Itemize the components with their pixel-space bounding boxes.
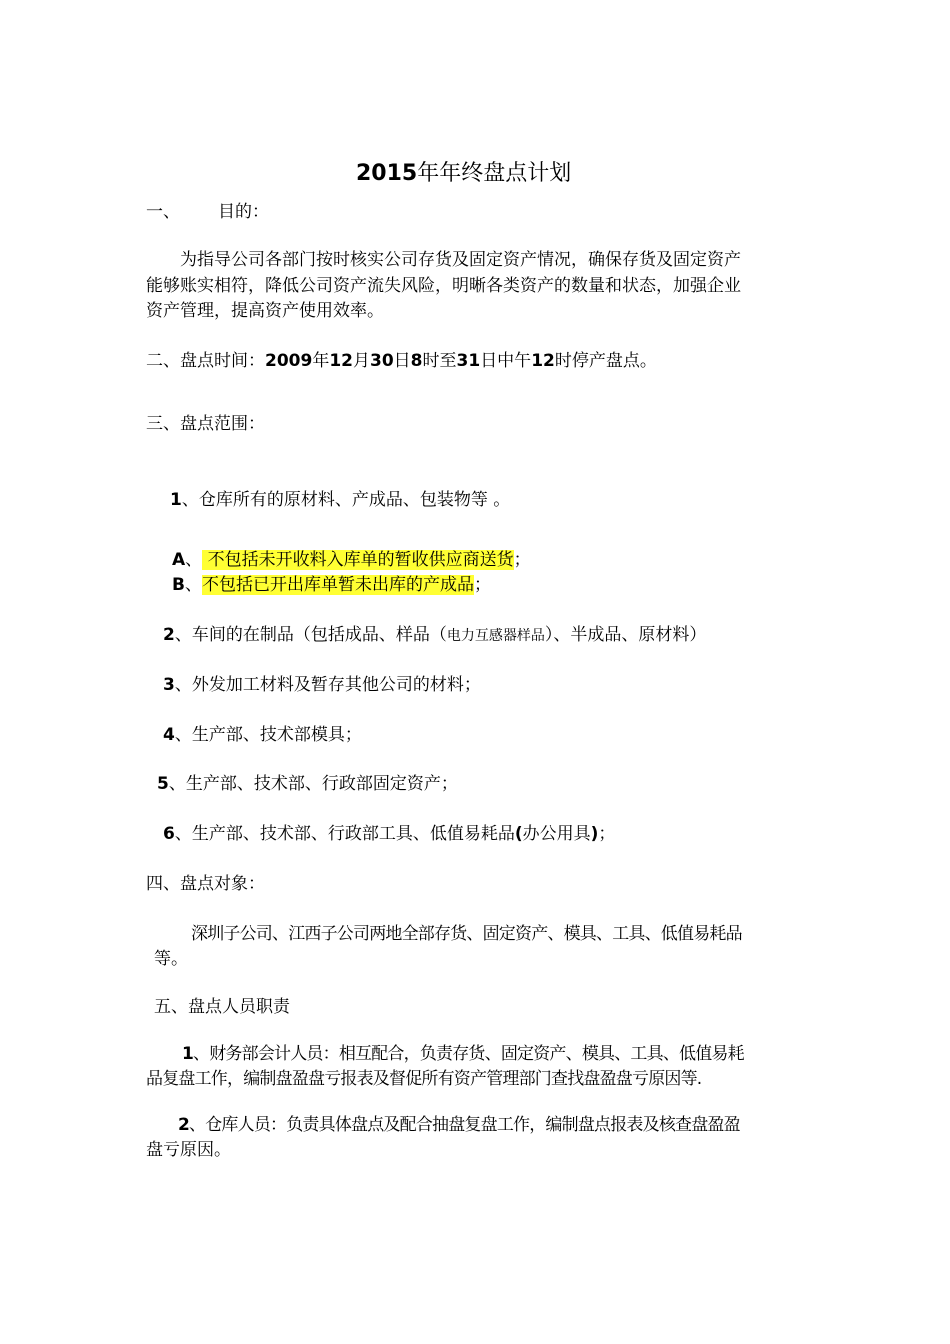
scope-item-b-end: ； — [473, 575, 491, 595]
title-year: 2015 — [356, 161, 418, 186]
section-1-heading — [146, 201, 269, 223]
s2-c: 月 — [353, 351, 370, 371]
scope-item-3-text: 、外发加工材料及暂存其他公司的材料； — [174, 675, 481, 695]
s2-month: 12 — [329, 351, 353, 371]
scope-item-6-num: 6 — [163, 824, 175, 844]
scope-item-2-num: 2 — [163, 625, 175, 645]
duty-1-text: 、财务部会计人员：相互配合，负责存货、固定资产、模具、工具、低值易耗 — [193, 1044, 744, 1064]
scope-item-2-text-a: 、车间的在制品（包括成品、样品（ — [174, 625, 447, 645]
s2-b: 年 — [312, 351, 330, 371]
scope-item-a-text: 不包括未开收料入库单的暂收供应商送货 — [202, 550, 514, 570]
section-5-heading: 五、盘点人员职责 — [154, 997, 290, 1017]
section-1-line-1: 为指导公司各部门按时核实公司存货及固定资产情况，确保存货及固定资产 — [180, 250, 741, 270]
scope-item-5 — [157, 773, 458, 795]
section-1-line-2: 能够账实相符，降低公司资产流失风险，明晰各类资产的数量和状态，加强企业 — [146, 276, 741, 296]
scope-item-3-num: 3 — [163, 675, 175, 695]
scope-item-4 — [163, 724, 362, 746]
s2-day2: 31 — [456, 351, 481, 371]
scope-item-3 — [163, 674, 481, 696]
scope-item-a — [172, 549, 531, 571]
section-4-line-2: 等。 — [154, 949, 188, 969]
scope-item-6-paren-close: ) — [590, 824, 599, 844]
s2-year: 2009 — [265, 351, 313, 371]
s2-hour: 8 — [410, 351, 423, 371]
scope-item-6-text-a: 、生产部、技术部、行政部工具、低值易耗品 — [174, 824, 515, 844]
s2-a: 二、盘点时间： — [146, 351, 265, 371]
duty-1-line-1 — [182, 1043, 744, 1065]
section-1-label: 目的： — [218, 202, 269, 222]
scope-item-5-num: 5 — [157, 774, 169, 794]
s2-g: 日中午 — [480, 351, 532, 371]
scope-item-b — [172, 574, 491, 596]
document-title — [356, 160, 571, 188]
scope-item-a-end: ； — [513, 550, 531, 570]
scope-item-2 — [163, 624, 706, 647]
scope-item-5-text: 、生产部、技术部、行政部固定资产； — [168, 774, 458, 794]
s2-i: 时停产盘点。 — [554, 351, 657, 371]
duty-2-num: 2 — [178, 1115, 190, 1135]
title-text: 年年终盘点计划 — [417, 161, 572, 186]
section-3-heading: 三、盘点范围： — [146, 414, 265, 434]
scope-item-1 — [170, 489, 510, 511]
s2-day: 30 — [370, 351, 394, 371]
scope-item-6 — [163, 823, 615, 845]
scope-item-2-text-b: ）、半成品、原材料） — [544, 625, 707, 645]
scope-item-4-num: 4 — [163, 725, 175, 745]
scope-item-1-text: 、仓库所有的原材料、产成品、包装物等 。 — [181, 490, 511, 510]
scope-item-6-text-b: 办公用具 — [522, 824, 591, 844]
section-4-line-1: 深圳子公司、江西子公司两地全部存货、固定资产、模具、工具、低值易耗品 — [191, 924, 742, 944]
scope-item-a-sep: 、 — [185, 550, 203, 570]
scope-item-2-small: 电力互感器样品 — [446, 628, 545, 644]
duty-1-num: 1 — [182, 1044, 194, 1064]
scope-item-b-mark: B — [172, 575, 185, 595]
scope-item-4-text: 、生产部、技术部模具； — [174, 725, 362, 745]
s2-e: 日 — [393, 351, 411, 371]
section-2-time — [146, 350, 657, 372]
scope-item-b-sep: 、 — [184, 575, 202, 595]
section-4-heading: 四、盘点对象： — [146, 874, 265, 894]
s2-f: 时至 — [422, 351, 457, 371]
duty-2-line-1 — [178, 1114, 740, 1136]
scope-item-a-mark: A — [172, 550, 186, 570]
duty-1-line-2: 品复盘工作，编制盘盈盘亏报表及督促所有资产管理部门查找盘盈盘亏原因等. — [146, 1069, 702, 1089]
scope-item-6-paren-open: ( — [514, 824, 523, 844]
duty-2-text: 、仓库人员：负责具体盘点及配合抽盘复盘工作，编制盘点报表及核查盘盈盈 — [189, 1115, 740, 1135]
scope-item-1-num: 1 — [170, 490, 182, 510]
section-1-line-3: 资产管理，提高资产使用效率。 — [146, 301, 384, 321]
scope-item-b-text: 不包括已开出库单暂未出库的产成品 — [201, 575, 474, 595]
scope-item-6-end: ； — [598, 824, 616, 844]
s2-hour2: 12 — [531, 351, 555, 371]
duty-2-line-2: 盘亏原因。 — [146, 1140, 231, 1160]
section-1-number: 一、 — [146, 202, 180, 222]
